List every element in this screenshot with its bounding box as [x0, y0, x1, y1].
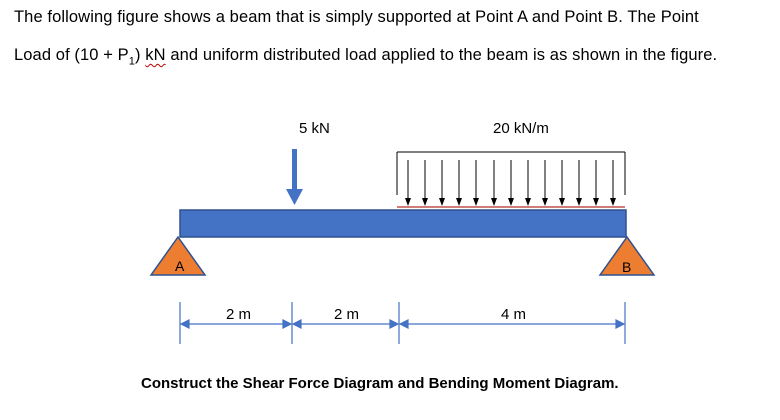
udl-arrowhead-4: [456, 198, 462, 206]
support-a-label: A: [175, 258, 185, 274]
udl-arrowhead-12: [593, 198, 599, 206]
beam: [180, 210, 626, 237]
udl-arrowhead-1: [405, 198, 411, 206]
instruction-text: Construct the Shear Force Diagram and Bending Moment Diagram.: [141, 375, 619, 392]
udl-arrowhead-7: [508, 198, 514, 206]
problem-text-unit: kN: [145, 46, 166, 64]
udl-arrow-group: [405, 160, 616, 206]
udl-arrowhead-2: [422, 198, 428, 206]
problem-text-subscript: 1: [128, 55, 136, 68]
udl-arrowhead-3: [439, 198, 445, 206]
udl-arrowhead-6: [491, 198, 497, 206]
dimension-label-2: 2 m: [334, 306, 360, 323]
point-load-label: 5 kN: [299, 120, 330, 137]
dimension-label-3: 4 m: [501, 306, 527, 323]
support-b-label: B: [622, 259, 632, 275]
udl-arrowhead-9: [542, 198, 548, 206]
problem-text-suffix: and uniform distributed load applied to the beam is as shown in the figure.: [165, 46, 718, 64]
udl-arrowhead-8: [525, 198, 531, 206]
problem-text-prefix: Load of (10 + P: [14, 46, 129, 64]
udl-arrowhead-13: [610, 198, 616, 206]
problem-text-mid: ): [135, 46, 146, 64]
dimension-label-1: 2 m: [226, 306, 252, 323]
udl-arrowhead-11: [576, 198, 582, 206]
problem-text-line-1: The following figure shows a beam that is simply supported at Point A and Point B. The Point: [14, 8, 699, 26]
udl-arrowhead-10: [559, 198, 565, 206]
udl-arrowhead-5: [473, 198, 479, 206]
point-load-arrow: [286, 149, 303, 205]
udl-label: 20 kN/m: [493, 120, 549, 137]
